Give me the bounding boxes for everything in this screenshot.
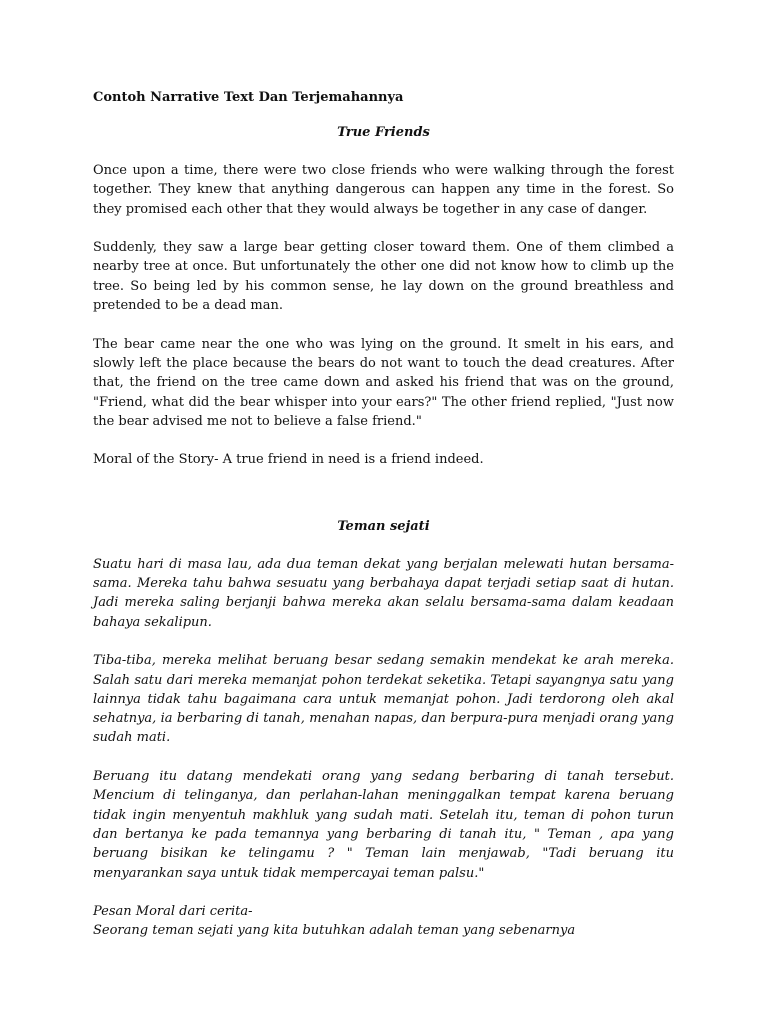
indonesian-paragraph-2: Tiba-tiba, mereka melihat beruang besar sedang semakin mendekat ke arah mereka. Salah satu dari mereka memanjat pohon terdekat seketika. Tetapi sayangnya satu yang lainnya tidak tahu bagaimana cara untuk memanjat pohon. Jadi terdorong oleh akal sehatnya, ia berbaring di tanah, menahan napas, dan berpura-pura menjadi orang yang sudah mati. <box>93 653 674 746</box>
english-moral: Moral of the Story- A true friend in need is a friend indeed. <box>93 452 484 468</box>
english-paragraph-1: Once upon a time, there were two close friends who were walking through the forest together. They knew that anything dangerous can happen any time in the forest. So they promised each other that they would always be together in any case of danger. <box>93 163 674 217</box>
english-story-title: True Friends <box>337 125 430 140</box>
english-paragraph-2: Suddenly, they saw a large bear getting closer toward them. One of them climbed a nearby tree at once. But unfortunately the other one did not know how to climb up the tree. So being led by his common sense, he lay down on the ground breathless and pretended to be a dead man. <box>93 240 674 314</box>
indonesian-paragraph-1: Suatu hari di masa lau, ada dua teman dekat yang berjalan melewati hutan bersama-sama. Mereka tahu bahwa sesuatu yang berbahaya dapat terjadi setiap saat di hutan. Jadi mereka saling berjanji bahwa mereka akan selalu bersama-sama dalam keadaan bahaya sekalipun. <box>93 556 674 630</box>
document-heading: Contoh Narrative Text Dan Terjemahannya <box>93 90 404 105</box>
indonesian-moral-heading: Pesan Moral dari cerita- <box>93 904 253 920</box>
english-story <box>93 123 674 470</box>
english-paragraph-3: The bear came near the one who was lying on the ground. It smelt in his ears, and slowly left the place because the bears do not want to touch the dead creatures. After that, the friend on the tree came down and asked his friend that was on the ground, "Friend, what did the bear whisper into your ears?" The other friend replied, "Just now the bear advised me not to believe a false friend." <box>93 336 674 429</box>
indonesian-paragraph-3: Beruang itu datang mendekati orang yang sedang berbaring di tanah tersebut. Mencium di telinganya, dan perlahan-lahan meninggalkan tempat karena beruang tidak ingin menyentuh makhluk yang sudah mati. Setelah itu, teman di pohon turun dan bertanya ke pada temannya yang berbaring di tanah itu, " Teman , apa yang beruang bisikan ke telingamu ? " Teman lain menjawab, "Tadi beruang itu menyarankan saya untuk tidak mempercayai teman palsu." <box>93 769 674 881</box>
indonesian-moral: Seorang teman sejati yang kita butuhkan adalah teman yang sebenarnya <box>93 923 576 939</box>
indonesian-story <box>93 517 674 941</box>
section-spacer <box>93 470 674 517</box>
indonesian-story-title: Teman sejati <box>337 518 430 534</box>
